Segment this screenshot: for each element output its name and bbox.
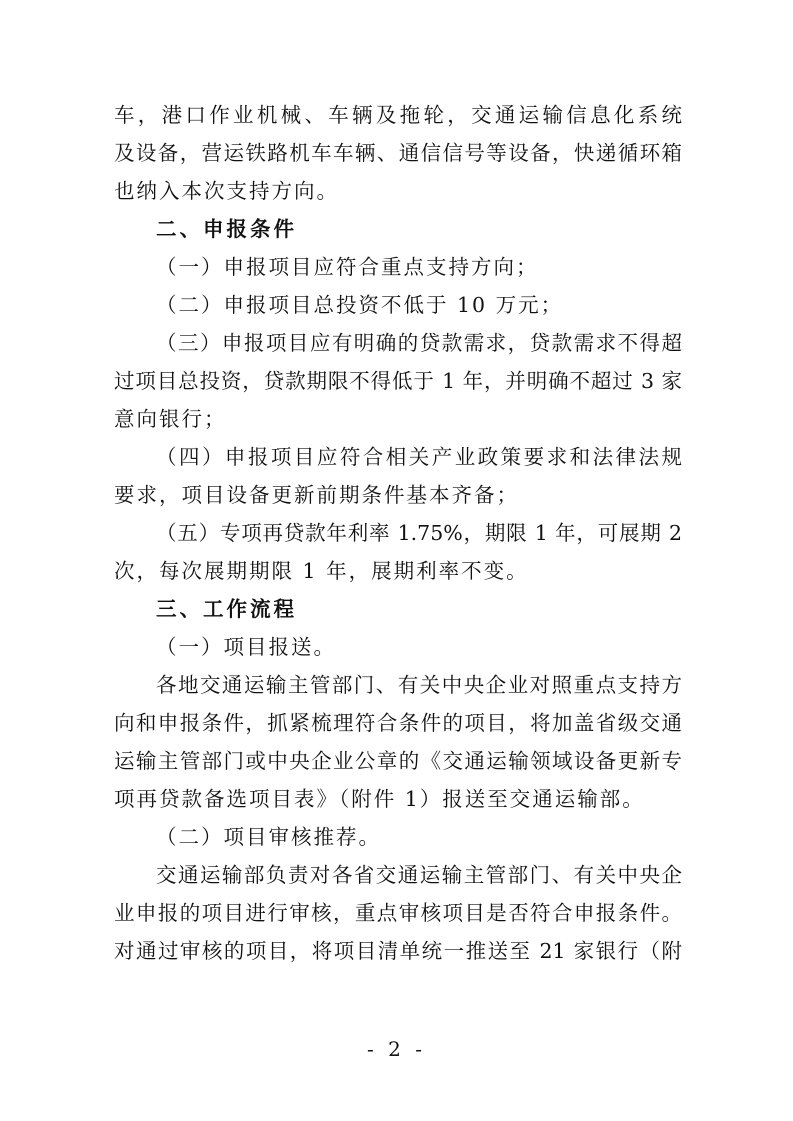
text-line: （一）项目报送。 [156, 635, 336, 659]
text-line: 意向银行； [114, 407, 227, 431]
section-heading-workflow: 三、工作流程 [156, 597, 297, 621]
text-line: （二）项目审核推荐。 [156, 825, 381, 849]
text-line: （一）申报项目应符合重点支持方向； [156, 255, 539, 279]
text-line: 交通运输部负责对各省交通运输主管部门、有关中央企 [156, 863, 682, 887]
text-line: 运输主管部门或中央企业公章的《交通运输领域设备更新专 [114, 749, 682, 773]
text-line: 项再贷款备选项目表》（附件 1）报送至交通运输部。 [114, 787, 645, 811]
section-heading-application-conditions: 二、申报条件 [156, 217, 297, 241]
text-line: 也纳入本次支持方向。 [114, 179, 339, 203]
text-line: 次，每次展期期限 1 年，展期利率不变。 [114, 559, 529, 583]
text-line: （五）专项再贷款年利率 1.75%，期限 1 年，可展期 2 [156, 521, 682, 545]
text-line: （三）申报项目应有明确的贷款需求，贷款需求不得超 [156, 331, 682, 355]
text-line: 业申报的项目进行审核，重点审核项目是否符合申报条件。 [114, 901, 682, 925]
text-line: 车，港口作业机械、车辆及拖轮，交通运输信息化系统 [114, 103, 682, 127]
text-line: （二）申报项目总投资不低于 10 万元； [156, 293, 564, 317]
text-line: 过项目总投资，贷款期限不得低于 1 年，并明确不超过 3 家 [114, 369, 682, 393]
text-line: 要求，项目设备更新前期条件基本齐备； [114, 483, 519, 507]
text-line: 各地交通运输主管部门、有关中央企业对照重点支持方 [156, 673, 682, 697]
text-line: 对通过审核的项目，将项目清单统一推送至 21 家银行（附 [114, 939, 682, 963]
page-number: - 2 - [367, 1037, 426, 1061]
text-line: 向和申报条件，抓紧梳理符合条件的项目，将加盖省级交通 [114, 711, 682, 735]
text-line: （四）申报项目应符合相关产业政策要求和法律法规 [156, 445, 682, 469]
text-line: 及设备，营运铁路机车车辆、通信信号等设备，快递循环箱 [114, 141, 682, 165]
